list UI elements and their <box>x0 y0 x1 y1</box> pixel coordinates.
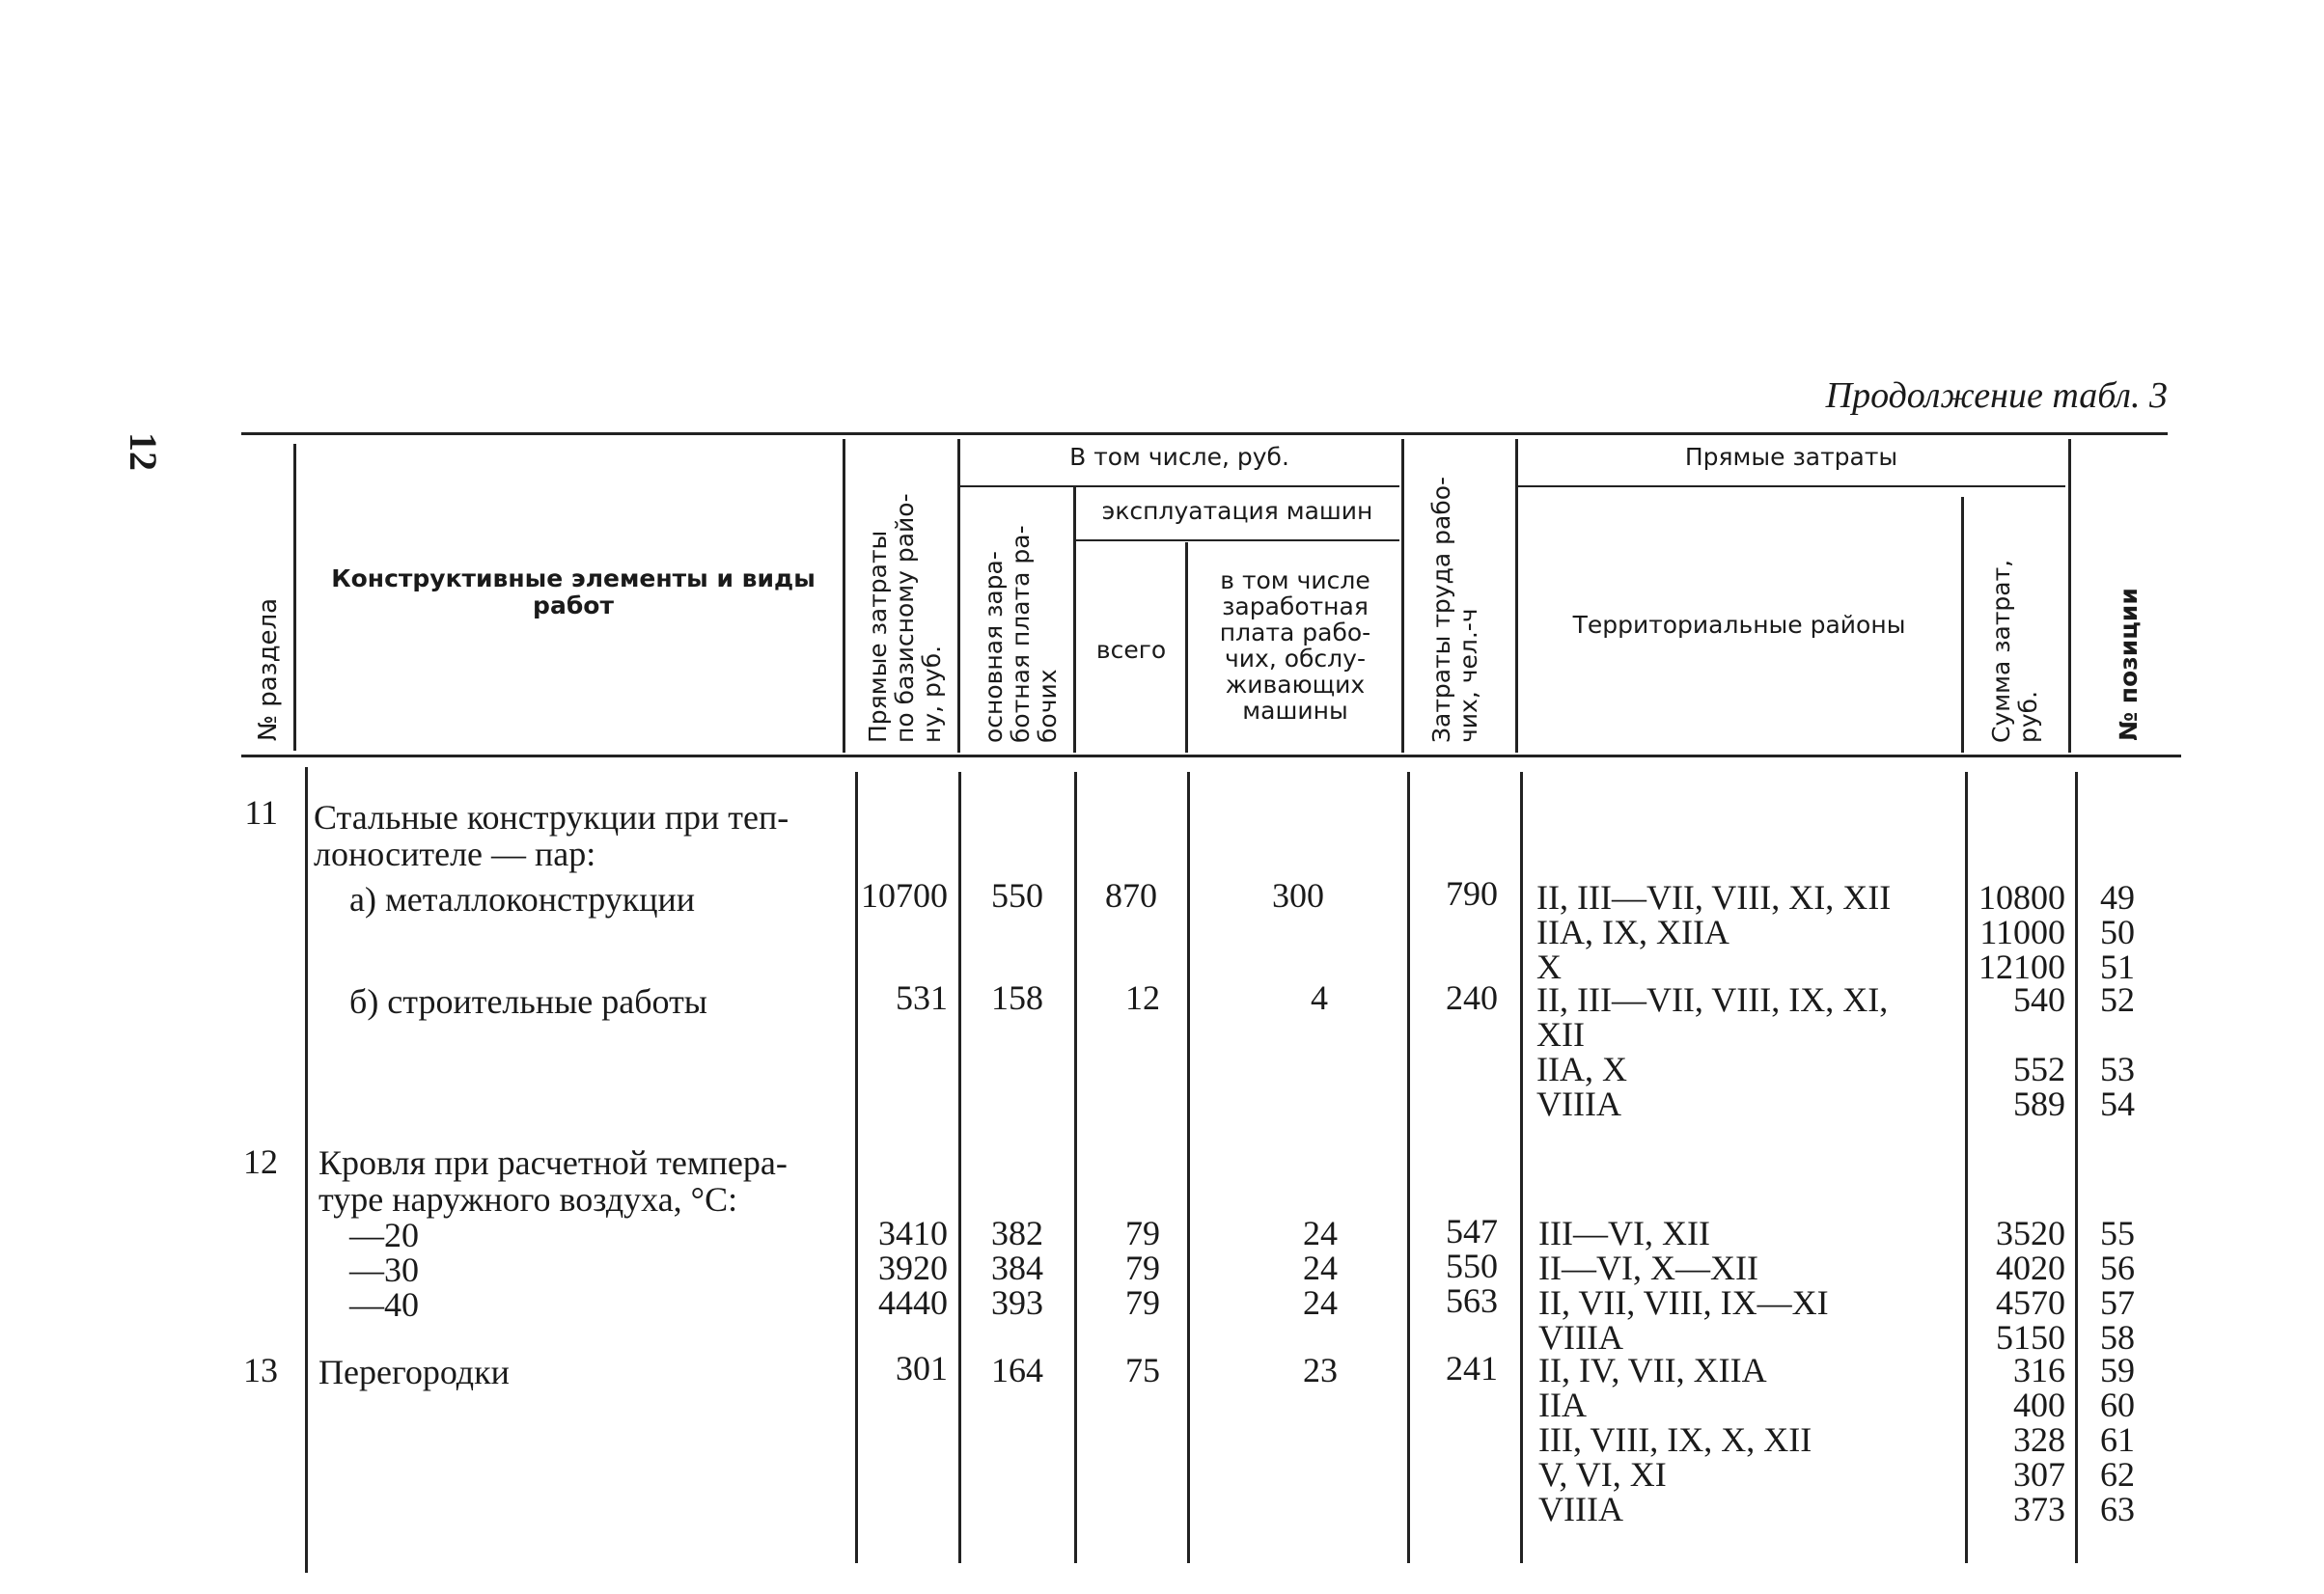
item-12-sum-4: 5150 <box>1996 1318 2065 1357</box>
item-12-sum-3: 4570 <box>1996 1283 2065 1322</box>
rule-direct-costs <box>1517 485 2065 487</box>
b-vline-8 <box>1965 772 1968 1563</box>
item-11a-labor: 790 <box>1446 874 1498 913</box>
item-12-label-2: —30 <box>349 1250 419 1289</box>
continuation-title: Продолжение табл. 3 <box>1825 375 2168 416</box>
header-elements <box>309 565 838 619</box>
item-11a-sum-2: 11000 <box>1979 913 2065 951</box>
item-13-sum-3: 328 <box>2013 1420 2065 1459</box>
item-13-region-2: IIA <box>1538 1386 1587 1424</box>
header-cost-sum-l2: руб. <box>2014 690 2042 743</box>
item-11b-label: б) строительные работы <box>349 982 707 1021</box>
item-12-labor-1: 547 <box>1446 1212 1498 1250</box>
header-direct-costs: Прямые затраты <box>1684 443 1898 471</box>
item-13-pos-1: 59 <box>2100 1351 2135 1389</box>
item-11b-wage: 158 <box>991 978 1043 1017</box>
item-11b-labor: 240 <box>1446 978 1498 1017</box>
section-12-no: 12 <box>243 1142 278 1181</box>
item-11a-sums <box>1969 880 2065 984</box>
item-12-labor-3: 563 <box>1446 1281 1498 1320</box>
item-12-mach-wage-2: 24 <box>1303 1249 1338 1287</box>
item-13-sum-4: 307 <box>2013 1455 2065 1494</box>
item-12-mach-wage-1: 24 <box>1303 1214 1338 1252</box>
item-12-wage-3: 393 <box>991 1283 1043 1322</box>
header-direct-base-l3: ну, руб. <box>918 645 946 743</box>
section-13-no: 13 <box>243 1351 278 1389</box>
page-number: 12 <box>122 432 165 471</box>
item-13-sums <box>1969 1353 2065 1526</box>
item-12-wage-1: 382 <box>991 1214 1043 1252</box>
item-13-wage: 164 <box>991 1351 1043 1389</box>
item-12-mach-total-1: 79 <box>1125 1214 1160 1252</box>
item-12-direct-1: 3410 <box>878 1214 948 1252</box>
item-13-region-5: VIIIA <box>1538 1490 1623 1528</box>
header-basic-wage-l3: бочих <box>1034 669 1062 743</box>
rule-including <box>959 485 1399 487</box>
item-12-sum-1: 3520 <box>1996 1214 2065 1252</box>
item-12-pos-3: 57 <box>2100 1283 2135 1322</box>
item-13-sum-2: 400 <box>2013 1386 2065 1424</box>
item-12-mach-total <box>1077 1216 1208 1320</box>
h-vline-3 <box>957 439 960 753</box>
item-12-direct-3: 4440 <box>878 1283 948 1322</box>
item-11b-direct: 531 <box>896 978 948 1017</box>
header-cost-sum-l1: Сумма затрат, <box>1987 559 2015 743</box>
header-cost-sum <box>1988 560 2042 743</box>
h-vline-6 <box>1401 439 1404 753</box>
b-vline-1 <box>305 767 308 1573</box>
item-13-mach-wage: 23 <box>1303 1351 1338 1389</box>
header-elements-line1: Конструктивные элементы и виды <box>331 564 816 592</box>
item-13-pos-3: 61 <box>2100 1420 2135 1459</box>
section-13-title: Перегородки <box>318 1353 510 1391</box>
header-including: В том числе, руб. <box>1069 443 1289 471</box>
header-elements-line2: работ <box>533 591 614 619</box>
header-basic-wage-l1: основная зара- <box>980 551 1008 743</box>
item-12-label-3: —40 <box>349 1285 419 1324</box>
item-12-positions <box>2079 1216 2156 1355</box>
section-12-title-l2: туре наружного воздуха, °С: <box>318 1180 738 1219</box>
item-11a-direct: 10700 <box>861 876 948 915</box>
h-vline-1 <box>293 444 296 751</box>
header-position-no: № позиции <box>2115 588 2143 741</box>
header-machine-wage-l6: машины <box>1242 697 1348 725</box>
header-territorial-regions: Территориальные районы <box>1572 611 1906 639</box>
section-12-title <box>318 1144 788 1218</box>
item-11a-mach-total: 870 <box>1105 876 1157 915</box>
item-11a-positions <box>2079 880 2156 984</box>
item-13-pos-2: 60 <box>2100 1386 2135 1424</box>
item-13-direct: 301 <box>896 1349 948 1388</box>
item-12-wage-2: 384 <box>991 1249 1043 1287</box>
h-vline-4 <box>1073 487 1076 753</box>
item-12-mach-total-3: 79 <box>1125 1283 1160 1322</box>
item-11a-region-1: II, III—VII, VIII, XI, XII <box>1536 878 1892 917</box>
item-11a-sum-1: 10800 <box>1978 878 2065 917</box>
item-12-labels <box>349 1218 419 1322</box>
item-13-region-1: II, IV, VII, XIIA <box>1538 1351 1767 1389</box>
section-11-title-l2: лоносителе — пар: <box>314 835 596 873</box>
item-11a-label: а) металлоконструкции <box>349 880 696 919</box>
item-13-region-3: III, VIII, IX, X, XII <box>1538 1420 1812 1459</box>
item-11b-sum-3: 589 <box>2013 1085 2065 1123</box>
item-11a-region-3: X <box>1536 948 1562 986</box>
header-machine-operation: эксплуатация машин <box>1101 497 1373 525</box>
item-11b-pos-1: 52 <box>2100 980 2135 1019</box>
item-11b-region-3: IIA, X <box>1536 1050 1627 1088</box>
b-vline-6 <box>1407 772 1410 1563</box>
rule-machine-op <box>1075 539 1399 541</box>
b-vline-5 <box>1187 772 1190 1563</box>
item-11b-region-2: XII <box>1536 1015 1585 1054</box>
item-13-positions <box>2079 1353 2156 1526</box>
h-vline-9 <box>2068 439 2071 753</box>
item-13-pos-5: 63 <box>2100 1490 2135 1528</box>
item-11b-pos-2: 53 <box>2100 1050 2135 1088</box>
item-12-wage <box>961 1216 1073 1320</box>
b-vline-9 <box>2075 772 2078 1563</box>
item-12-pos-2: 56 <box>2100 1249 2135 1287</box>
item-13-labor: 241 <box>1446 1349 1498 1388</box>
item-13-regions <box>1538 1353 1812 1526</box>
item-13-pos-4: 62 <box>2100 1455 2135 1494</box>
b-vline-2 <box>855 772 858 1563</box>
item-11b-regions <box>1536 982 1888 1121</box>
header-machine-wage-l3: плата рабо- <box>1219 618 1371 646</box>
item-12-direct <box>859 1216 948 1320</box>
header-labor-l2: чих, чел.-ч <box>1454 608 1482 743</box>
item-12-mach-total-2: 79 <box>1125 1249 1160 1287</box>
item-12-direct-2: 3920 <box>878 1249 948 1287</box>
item-11b-pos-3: 54 <box>2100 1085 2135 1123</box>
item-11b-sum-2: 552 <box>2013 1050 2065 1088</box>
header-direct-base-l2: по базисному райо- <box>891 493 919 743</box>
item-12-sums <box>1969 1216 2065 1355</box>
h-vline-8 <box>1961 497 1964 753</box>
item-12-regions <box>1538 1216 1829 1355</box>
header-machine-wage-l1: в том числе <box>1220 566 1370 594</box>
header-machine-total: всего <box>1095 636 1167 664</box>
item-11a-mach-wage: 300 <box>1272 876 1324 915</box>
table-top-rule <box>241 432 2168 435</box>
item-12-labor <box>1411 1214 1498 1318</box>
item-12-mach-wage <box>1191 1216 1338 1320</box>
header-basic-wage-l2: ботная плата ра- <box>1007 525 1035 743</box>
item-13-sum-1: 316 <box>2013 1351 2065 1389</box>
header-machine-wage <box>1189 567 1401 724</box>
header-section-no: № раздела <box>254 597 283 741</box>
item-11b-mach-wage: 4 <box>1311 978 1328 1017</box>
item-12-labor-2: 550 <box>1446 1247 1498 1285</box>
item-12-region-1: III—VI, XII <box>1538 1214 1710 1252</box>
item-12-region-3: II, VII, VIII, IX—XI <box>1538 1283 1829 1322</box>
section-11-title-l1: Стальные конструкции при теп- <box>314 798 789 837</box>
header-direct-costs-base <box>865 493 946 743</box>
h-vline-2 <box>843 439 845 753</box>
header-direct-base-l1: Прямые затраты <box>864 530 892 743</box>
b-vline-7 <box>1520 772 1523 1563</box>
item-11b-region-4: VIIIA <box>1536 1085 1621 1123</box>
header-bottom-rule <box>241 755 2181 757</box>
item-11a-pos-1: 49 <box>2100 878 2135 917</box>
header-machine-wage-l2: заработная <box>1222 592 1369 620</box>
item-13-sum-5: 373 <box>2013 1490 2065 1528</box>
item-12-pos-1: 55 <box>2100 1214 2135 1252</box>
item-11a-pos-3: 51 <box>2100 948 2135 986</box>
item-11a-regions <box>1536 880 1891 984</box>
item-12-region-4: VIIIA <box>1538 1318 1623 1357</box>
item-12-label-1: —20 <box>349 1216 419 1254</box>
item-12-pos-4: 58 <box>2100 1318 2135 1357</box>
item-12-mach-wage-3: 24 <box>1303 1283 1338 1322</box>
item-11b-mach-total: 12 <box>1125 978 1160 1017</box>
section-12-title-l1: Кровля при расчетной темпера- <box>318 1143 788 1182</box>
item-12-sum-2: 4020 <box>1996 1249 2065 1287</box>
item-11a-region-2: IIA, IX, XIIA <box>1536 913 1729 951</box>
header-labor-costs <box>1428 477 1482 743</box>
item-12-region-2: II—VI, X—XII <box>1538 1249 1758 1287</box>
item-11a-sum-3: 12100 <box>1978 948 2065 986</box>
item-13-region-4: V, VI, XI <box>1538 1455 1667 1494</box>
h-vline-7 <box>1515 439 1518 753</box>
header-machine-wage-l5: живающих <box>1225 671 1366 699</box>
header-machine-wage-l4: чих, обслу- <box>1225 645 1366 673</box>
item-11b-sum-1: 540 <box>2013 980 2065 1019</box>
item-11a-wage: 550 <box>991 876 1043 915</box>
item-13-mach-total: 75 <box>1125 1351 1160 1389</box>
item-11b-region-1: II, III—VII, VIII, IX, XI, <box>1536 980 1889 1019</box>
item-11a-pos-2: 50 <box>2100 913 2135 951</box>
header-labor-l1: Затраты труда рабо- <box>1427 476 1455 743</box>
section-11-title <box>314 799 788 872</box>
header-basic-wage <box>981 525 1062 743</box>
section-11-no: 11 <box>244 793 278 832</box>
